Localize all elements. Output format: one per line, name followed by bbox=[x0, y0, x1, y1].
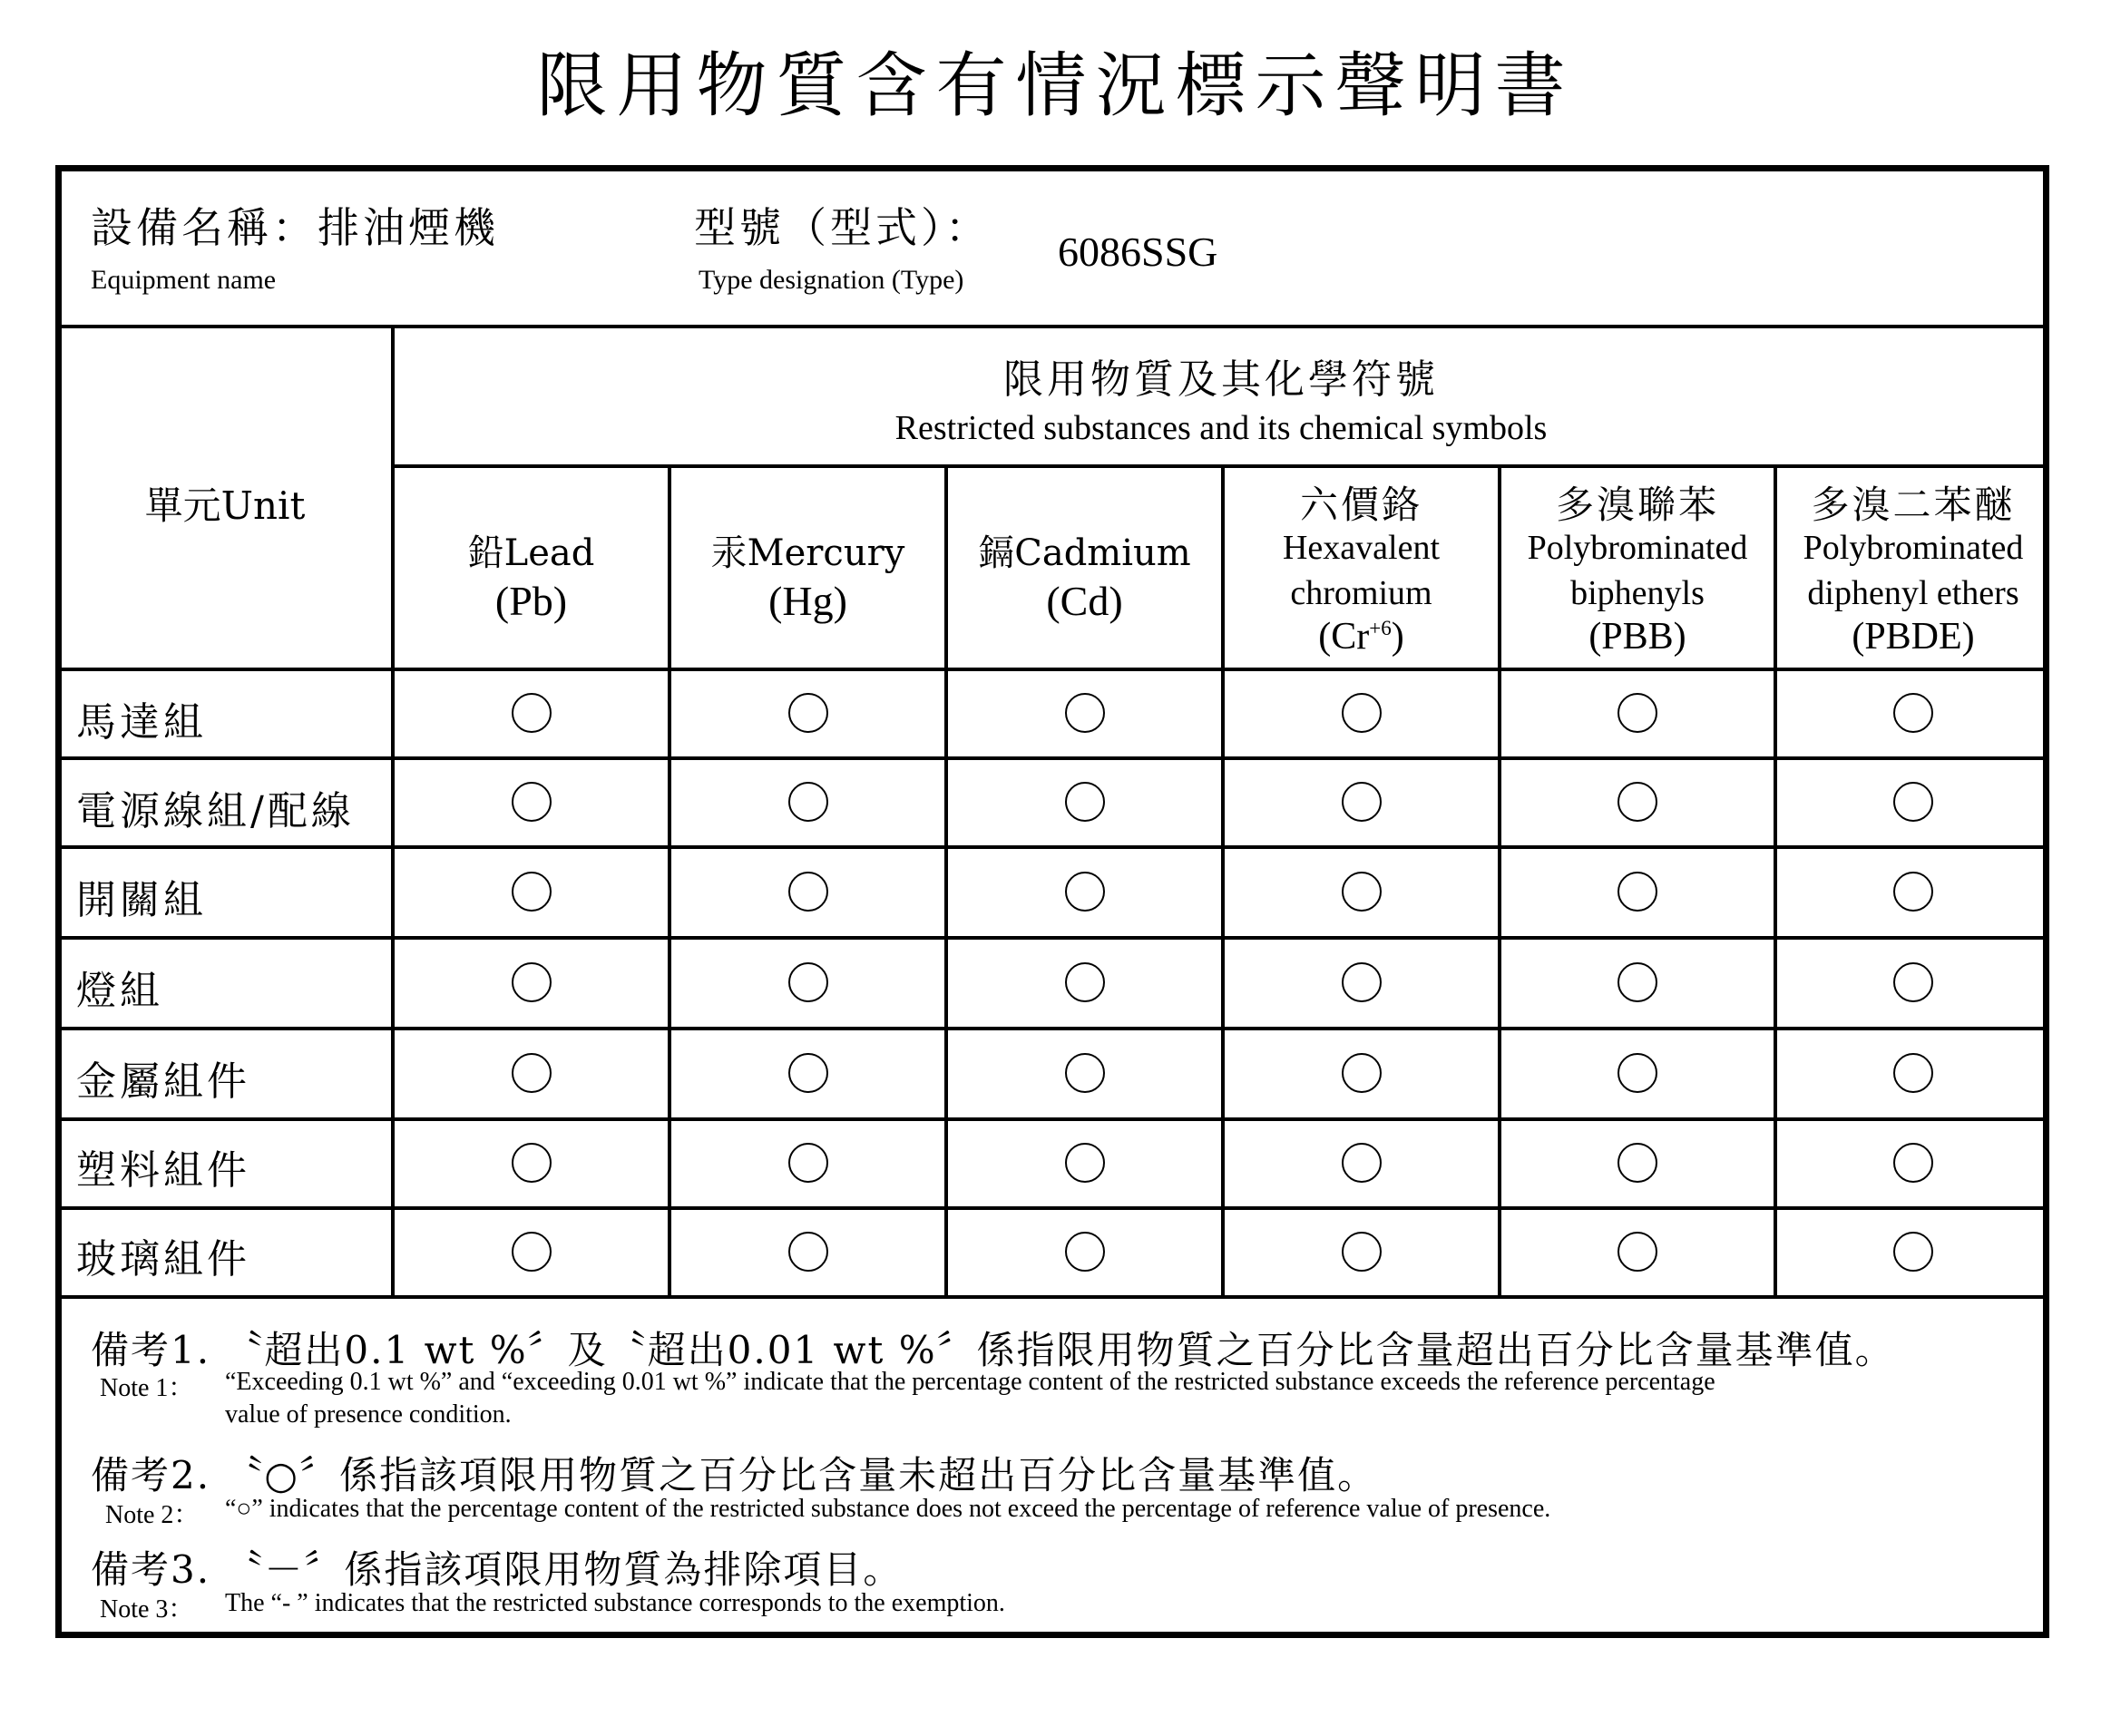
note-1-en-cont: value of presence condition. bbox=[225, 1400, 512, 1429]
mark-circle-icon bbox=[512, 782, 552, 822]
mark-circle-icon bbox=[788, 1143, 828, 1183]
note-1-en: “Exceeding 0.1 wt %” and “exceeding 0.01 wt %” indicate that the percentage content of the restricted substance exceeds the reference percentage bbox=[225, 1368, 1715, 1396]
row-label: 開關組 bbox=[76, 877, 207, 923]
mark-circle-icon bbox=[788, 693, 828, 733]
mark-circle-icon bbox=[1893, 782, 1933, 822]
mark-circle-icon bbox=[1893, 872, 1933, 912]
mark-circle-icon bbox=[1893, 1232, 1933, 1272]
mark-circle-icon bbox=[1065, 872, 1105, 912]
mark-circle-icon bbox=[788, 962, 828, 1002]
mark-circle-icon bbox=[1342, 1143, 1382, 1183]
col-header-chromium-symbol: $(Cr^{+6})$ bbox=[1318, 616, 1404, 658]
page-title: 限用物質含有情況標示聲明書 bbox=[536, 45, 1575, 127]
col-header-pbde-en1: Polybrominated bbox=[1803, 529, 2024, 567]
divider-row-4 bbox=[55, 1027, 2049, 1030]
mark-circle-icon bbox=[1617, 782, 1657, 822]
mark-circle-icon bbox=[1893, 1053, 1933, 1093]
divider-row-0 bbox=[55, 668, 2049, 671]
col-header-pbb-symbol: (PBB) bbox=[1588, 616, 1686, 658]
mark-circle-icon bbox=[1065, 962, 1105, 1002]
col-header-mercury-symbol: (Hg) bbox=[768, 578, 847, 624]
row-label: 燈組 bbox=[76, 968, 163, 1014]
mark-circle-icon bbox=[788, 782, 828, 822]
col-header-cadmium: 鎘Cadmium bbox=[978, 532, 1191, 574]
divider-row-5 bbox=[55, 1117, 2049, 1121]
mark-circle-icon bbox=[512, 1053, 552, 1093]
mark-circle-icon bbox=[1893, 693, 1933, 733]
divider-row-1 bbox=[55, 756, 2049, 760]
divider-row-2 bbox=[55, 845, 2049, 849]
mark-circle-icon bbox=[512, 1143, 552, 1183]
mark-circle-icon bbox=[1617, 1232, 1657, 1272]
mark-circle-icon bbox=[1893, 962, 1933, 1002]
unit-header: 單元Unit bbox=[144, 483, 306, 528]
substances-header: 限用物質及其化學符號 bbox=[1003, 356, 1439, 403]
type-designation-label: 型號（型式）： bbox=[694, 203, 991, 252]
mark-circle-icon bbox=[512, 962, 552, 1002]
divider-row-3 bbox=[55, 936, 2049, 940]
col-header-lead: 鉛Lead bbox=[467, 532, 595, 574]
note-1-zh: 備考1. 〝超出0.1 wt %〞及〝超出0.01 wt %〞係指限用物質之百分比含量超出百分比含量基準值。 bbox=[91, 1328, 1895, 1372]
mark-circle-icon bbox=[512, 872, 552, 912]
note-3-zh: 備考3. 〝－〞係指該項限用物質為排除項目。 bbox=[91, 1547, 904, 1592]
col-header-pbde-en2: diphenyl ethers bbox=[1807, 574, 2019, 612]
mark-circle-icon bbox=[1617, 1053, 1657, 1093]
row-label: 玻璃組件 bbox=[76, 1236, 250, 1282]
col-header-mercury: 汞Mercury bbox=[710, 532, 905, 574]
equipment-label: 設備名稱：排油煙機 bbox=[91, 203, 499, 252]
col-divider-unit bbox=[391, 325, 395, 1297]
mark-circle-icon bbox=[788, 1053, 828, 1093]
mark-circle-icon bbox=[1342, 1053, 1382, 1093]
mark-circle-icon bbox=[1342, 1232, 1382, 1272]
col-header-cadmium-symbol: (Cd) bbox=[1046, 578, 1123, 624]
row-label: 金屬組件 bbox=[76, 1058, 250, 1105]
col-header-pbb-en2: biphenyls bbox=[1570, 574, 1705, 612]
divider-notes bbox=[55, 1295, 2049, 1299]
row-label: 塑料組件 bbox=[76, 1147, 250, 1194]
divider-header bbox=[55, 325, 2049, 328]
note-3-label: Note 3： bbox=[100, 1595, 194, 1624]
col-header-chromium: 六價鉻 bbox=[1299, 483, 1422, 527]
col-header-pbde-symbol: (PBDE) bbox=[1852, 616, 1975, 658]
mark-circle-icon bbox=[1342, 872, 1382, 912]
equipment-label-en: Equipment name bbox=[91, 265, 277, 295]
mark-circle-icon bbox=[512, 1232, 552, 1272]
mark-circle-icon bbox=[1065, 1053, 1105, 1093]
mark-circle-icon bbox=[1617, 1143, 1657, 1183]
mark-circle-icon bbox=[1342, 782, 1382, 822]
mark-circle-icon bbox=[788, 872, 828, 912]
mark-circle-icon bbox=[1617, 693, 1657, 733]
col-header-chromium-en2: chromium bbox=[1290, 574, 1432, 612]
note-2-zh: 備考2. 〝○〞係指該項限用物質之百分比含量未超出百分比含量基準值。 bbox=[91, 1453, 1378, 1497]
mark-circle-icon bbox=[1893, 1143, 1933, 1183]
note-2-en: “○” indicates that the percentage content of the restricted substance does not exceed the percentage of reference value of presence. bbox=[225, 1495, 1551, 1523]
mark-circle-icon bbox=[1065, 1143, 1105, 1183]
type-designation-value: 6086SSG bbox=[1058, 229, 1218, 275]
type-designation-label-en: Type designation (Type) bbox=[699, 265, 964, 295]
row-label: 馬達組 bbox=[76, 699, 207, 746]
col-header-chromium-en1: Hexavalent bbox=[1282, 529, 1441, 567]
note-1-label: Note 1： bbox=[100, 1374, 194, 1402]
col-header-pbb: 多溴聯苯 bbox=[1555, 483, 1719, 527]
mark-circle-icon bbox=[1617, 962, 1657, 1002]
mark-circle-icon bbox=[1342, 693, 1382, 733]
row-label: 電源線組/配線 bbox=[76, 788, 355, 834]
col-header-lead-symbol: (Pb) bbox=[494, 578, 568, 624]
mark-circle-icon bbox=[512, 693, 552, 733]
mark-circle-icon bbox=[1065, 782, 1105, 822]
divider-row-6 bbox=[55, 1206, 2049, 1210]
mark-circle-icon bbox=[1617, 872, 1657, 912]
substances-header-en: Restricted substances and its chemical symbols bbox=[894, 409, 1548, 447]
mark-circle-icon bbox=[1065, 1232, 1105, 1272]
note-2-label: Note 2： bbox=[105, 1501, 200, 1529]
col-header-pbde: 多溴二苯醚 bbox=[1811, 483, 2016, 527]
mark-circle-icon bbox=[1342, 962, 1382, 1002]
col-header-pbb-en1: Polybrominated bbox=[1527, 529, 1748, 567]
note-3-en: The “- ” indicates that the restricted substance corresponds to the exemption. bbox=[225, 1589, 1005, 1617]
mark-circle-icon bbox=[1065, 693, 1105, 733]
mark-circle-icon bbox=[788, 1232, 828, 1272]
